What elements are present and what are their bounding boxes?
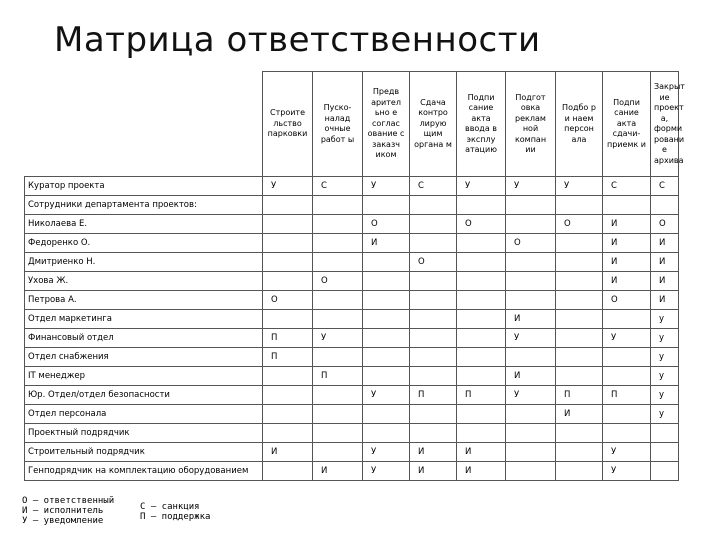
- matrix-cell: [506, 348, 556, 367]
- matrix-cell: [457, 405, 506, 424]
- matrix-cell: П: [263, 329, 313, 348]
- matrix-cell: [506, 462, 556, 481]
- matrix-cell: О: [651, 215, 679, 234]
- matrix-cell: [363, 272, 410, 291]
- table-row: [25, 310, 679, 329]
- matrix-cell: [410, 348, 457, 367]
- table-row: [25, 348, 679, 367]
- matrix-cell: С: [410, 177, 457, 196]
- empty-cell: [263, 424, 313, 443]
- matrix-cell: У: [506, 329, 556, 348]
- role-name: Отдел персонала: [25, 405, 263, 424]
- matrix-cell: [410, 234, 457, 253]
- matrix-cell: О: [556, 215, 603, 234]
- matrix-cell: И: [263, 443, 313, 462]
- matrix-cell: [410, 310, 457, 329]
- matrix-cell: [457, 348, 506, 367]
- table-row: [25, 234, 679, 253]
- matrix-cell: П: [457, 386, 506, 405]
- matrix-cell: [556, 443, 603, 462]
- matrix-cell: у: [651, 405, 679, 424]
- matrix-cell: У: [457, 177, 506, 196]
- matrix-cell: И: [410, 443, 457, 462]
- matrix-cell: У: [263, 177, 313, 196]
- matrix-cell: [363, 291, 410, 310]
- matrix-cell: И: [457, 462, 506, 481]
- matrix-cell: [363, 253, 410, 272]
- role-name: Куратор проекта: [25, 177, 263, 196]
- matrix-cell: [313, 215, 363, 234]
- matrix-cell: [556, 272, 603, 291]
- matrix-cell: У: [363, 386, 410, 405]
- matrix-cell: И: [603, 234, 651, 253]
- role-name: Федоренко О.: [25, 234, 263, 253]
- column-header: Подгот овка реклам ной компан ии: [506, 72, 556, 177]
- matrix-cell: [556, 329, 603, 348]
- role-name: Отдел снабжения: [25, 348, 263, 367]
- matrix-cell: [506, 272, 556, 291]
- matrix-cell: [263, 234, 313, 253]
- matrix-cell: [263, 386, 313, 405]
- matrix-cell: С: [603, 177, 651, 196]
- matrix-cell: [410, 405, 457, 424]
- matrix-cell: У: [556, 177, 603, 196]
- matrix-cell: [556, 291, 603, 310]
- matrix-cell: у: [651, 329, 679, 348]
- matrix-cell: [651, 462, 679, 481]
- matrix-cell: [651, 443, 679, 462]
- matrix-cell: [506, 405, 556, 424]
- matrix-cell: [263, 462, 313, 481]
- matrix-cell: [457, 310, 506, 329]
- column-header: Пуско-налад очные работ ы: [313, 72, 363, 177]
- role-name: Генподрядчик на комплектацию оборудованием: [25, 462, 263, 481]
- table-row: [25, 215, 679, 234]
- matrix-cell: [603, 405, 651, 424]
- legend-left: [22, 496, 114, 526]
- empty-cell: [313, 196, 363, 215]
- matrix-cell: [556, 462, 603, 481]
- matrix-cell: [263, 367, 313, 386]
- column-header: Строите льство парковки: [263, 72, 313, 177]
- matrix-cell: У: [363, 177, 410, 196]
- matrix-cell: О: [410, 253, 457, 272]
- role-name: Петрова А.: [25, 291, 263, 310]
- matrix-cell: [263, 310, 313, 329]
- role-name: IT менеджер: [25, 367, 263, 386]
- matrix-cell: П: [603, 386, 651, 405]
- matrix-cell: [506, 215, 556, 234]
- table-row: [25, 272, 679, 291]
- column-header: Подпи сание акта сдачи-приемк и: [603, 72, 651, 177]
- matrix-cell: [363, 310, 410, 329]
- matrix-cell: [313, 310, 363, 329]
- matrix-cell: [313, 348, 363, 367]
- table-row: [25, 329, 679, 348]
- empty-cell: [263, 196, 313, 215]
- matrix-cell: О: [603, 291, 651, 310]
- matrix-cell: П: [556, 386, 603, 405]
- matrix-cell: [263, 215, 313, 234]
- matrix-cell: [457, 234, 506, 253]
- matrix-cell: [263, 272, 313, 291]
- legend-right: [140, 502, 210, 522]
- matrix-cell: У: [363, 462, 410, 481]
- matrix-cell: [363, 405, 410, 424]
- table-row: [25, 462, 679, 481]
- matrix-cell: У: [603, 329, 651, 348]
- empty-cell: [410, 424, 457, 443]
- matrix-header: [25, 72, 685, 177]
- matrix-cell: [313, 386, 363, 405]
- legend-item: У – уведомление: [22, 516, 104, 526]
- matrix-cell: [263, 405, 313, 424]
- empty-cell: [410, 196, 457, 215]
- column-header: Подбо р и наем персон ала: [556, 72, 603, 177]
- responsibility-matrix: [24, 71, 685, 481]
- section-row: [25, 424, 679, 443]
- section-label: Проектный подрядчик: [25, 424, 263, 443]
- matrix-cell: [506, 253, 556, 272]
- matrix-cell: О: [263, 291, 313, 310]
- matrix-cell: И: [506, 310, 556, 329]
- legend-item: И – исполнитель: [22, 506, 104, 516]
- matrix-cell: [410, 272, 457, 291]
- column-header: Сдача контро лирую щим органа м: [410, 72, 457, 177]
- matrix-cell: [313, 291, 363, 310]
- matrix-cell: У: [506, 386, 556, 405]
- matrix-cell: у: [651, 348, 679, 367]
- matrix-cell: [556, 253, 603, 272]
- empty-cell: [556, 196, 603, 215]
- matrix-cell: [313, 253, 363, 272]
- matrix-cell: У: [363, 443, 410, 462]
- matrix-cell: И: [410, 462, 457, 481]
- table-row: [25, 405, 679, 424]
- matrix-cell: О: [457, 215, 506, 234]
- matrix-cell: [457, 367, 506, 386]
- empty-cell: [603, 424, 651, 443]
- empty-cell: [506, 424, 556, 443]
- matrix-cell: [410, 367, 457, 386]
- column-header: Закрыт ие проект а, форми ровани е архива: [651, 72, 679, 177]
- section-label: Сотрудники департамента проектов:: [25, 196, 263, 215]
- matrix-cell: у: [651, 386, 679, 405]
- matrix-cell: [506, 443, 556, 462]
- matrix-cell: И: [651, 272, 679, 291]
- role-name: Николаева Е.: [25, 215, 263, 234]
- table-row: [25, 443, 679, 462]
- legend-item: П – поддержка: [140, 512, 211, 522]
- matrix-cell: П: [313, 367, 363, 386]
- role-name: Дмитриенко Н.: [25, 253, 263, 272]
- matrix-cell: [603, 367, 651, 386]
- empty-cell: [556, 424, 603, 443]
- matrix-cell: О: [506, 234, 556, 253]
- matrix-cell: [410, 291, 457, 310]
- matrix-cell: С: [313, 177, 363, 196]
- role-name: Отдел маркетинга: [25, 310, 263, 329]
- empty-cell: [457, 196, 506, 215]
- matrix-cell: И: [363, 234, 410, 253]
- matrix-cell: И: [457, 443, 506, 462]
- matrix-cell: у: [651, 310, 679, 329]
- legend-item: О – ответственный: [22, 496, 115, 506]
- matrix-cell: У: [313, 329, 363, 348]
- empty-cell: [457, 424, 506, 443]
- role-name: Финансовый отдел: [25, 329, 263, 348]
- matrix-cell: [556, 367, 603, 386]
- matrix-cell: И: [651, 291, 679, 310]
- matrix-cell: И: [651, 234, 679, 253]
- table-row: [25, 177, 679, 196]
- matrix-cell: [603, 310, 651, 329]
- empty-cell: [363, 196, 410, 215]
- table-row: [25, 291, 679, 310]
- section-row: [25, 196, 679, 215]
- matrix-cell: И: [603, 253, 651, 272]
- matrix-cell: У: [506, 177, 556, 196]
- matrix-body: [25, 177, 679, 481]
- matrix-cell: О: [313, 272, 363, 291]
- matrix-cell: И: [603, 272, 651, 291]
- column-header: Подпи сание акта ввода в эксплу атацию: [457, 72, 506, 177]
- header-corner: [25, 72, 263, 177]
- matrix-cell: У: [603, 462, 651, 481]
- matrix-cell: И: [651, 253, 679, 272]
- role-name: Юр. Отдел/отдел безопасности: [25, 386, 263, 405]
- matrix-cell: [556, 348, 603, 367]
- empty-cell: [506, 196, 556, 215]
- matrix-cell: [313, 405, 363, 424]
- empty-cell: [651, 196, 679, 215]
- matrix-cell: [457, 272, 506, 291]
- table-row: [25, 253, 679, 272]
- matrix-cell: [410, 215, 457, 234]
- matrix-cell: [313, 443, 363, 462]
- matrix-cell: И: [506, 367, 556, 386]
- matrix-cell: [263, 253, 313, 272]
- matrix-cell: [457, 253, 506, 272]
- legend-item: С – санкция: [140, 502, 200, 512]
- matrix-cell: [363, 367, 410, 386]
- matrix-cell: У: [603, 443, 651, 462]
- column-header: Предв арител ьно е соглас ование с заказч иком: [363, 72, 410, 177]
- matrix-cell: [603, 348, 651, 367]
- matrix-cell: П: [263, 348, 313, 367]
- matrix-cell: И: [603, 215, 651, 234]
- matrix-cell: [313, 234, 363, 253]
- matrix-cell: [410, 329, 457, 348]
- matrix-cell: [457, 329, 506, 348]
- empty-cell: [313, 424, 363, 443]
- matrix-cell: П: [410, 386, 457, 405]
- empty-cell: [651, 424, 679, 443]
- matrix-cell: [556, 234, 603, 253]
- matrix-cell: [457, 291, 506, 310]
- matrix-cell: [556, 310, 603, 329]
- matrix-cell: [506, 291, 556, 310]
- matrix-cell: [363, 348, 410, 367]
- matrix-cell: [363, 329, 410, 348]
- matrix-cell: И: [313, 462, 363, 481]
- role-name: Строительный подрядчик: [25, 443, 263, 462]
- matrix-cell: С: [651, 177, 679, 196]
- matrix-cell: И: [556, 405, 603, 424]
- role-name: Ухова Ж.: [25, 272, 263, 291]
- empty-cell: [603, 196, 651, 215]
- empty-cell: [363, 424, 410, 443]
- table-row: [25, 367, 679, 386]
- page-title: Матрица ответственности: [54, 20, 541, 60]
- matrix-cell: О: [363, 215, 410, 234]
- matrix-cell: у: [651, 367, 679, 386]
- table-row: [25, 386, 679, 405]
